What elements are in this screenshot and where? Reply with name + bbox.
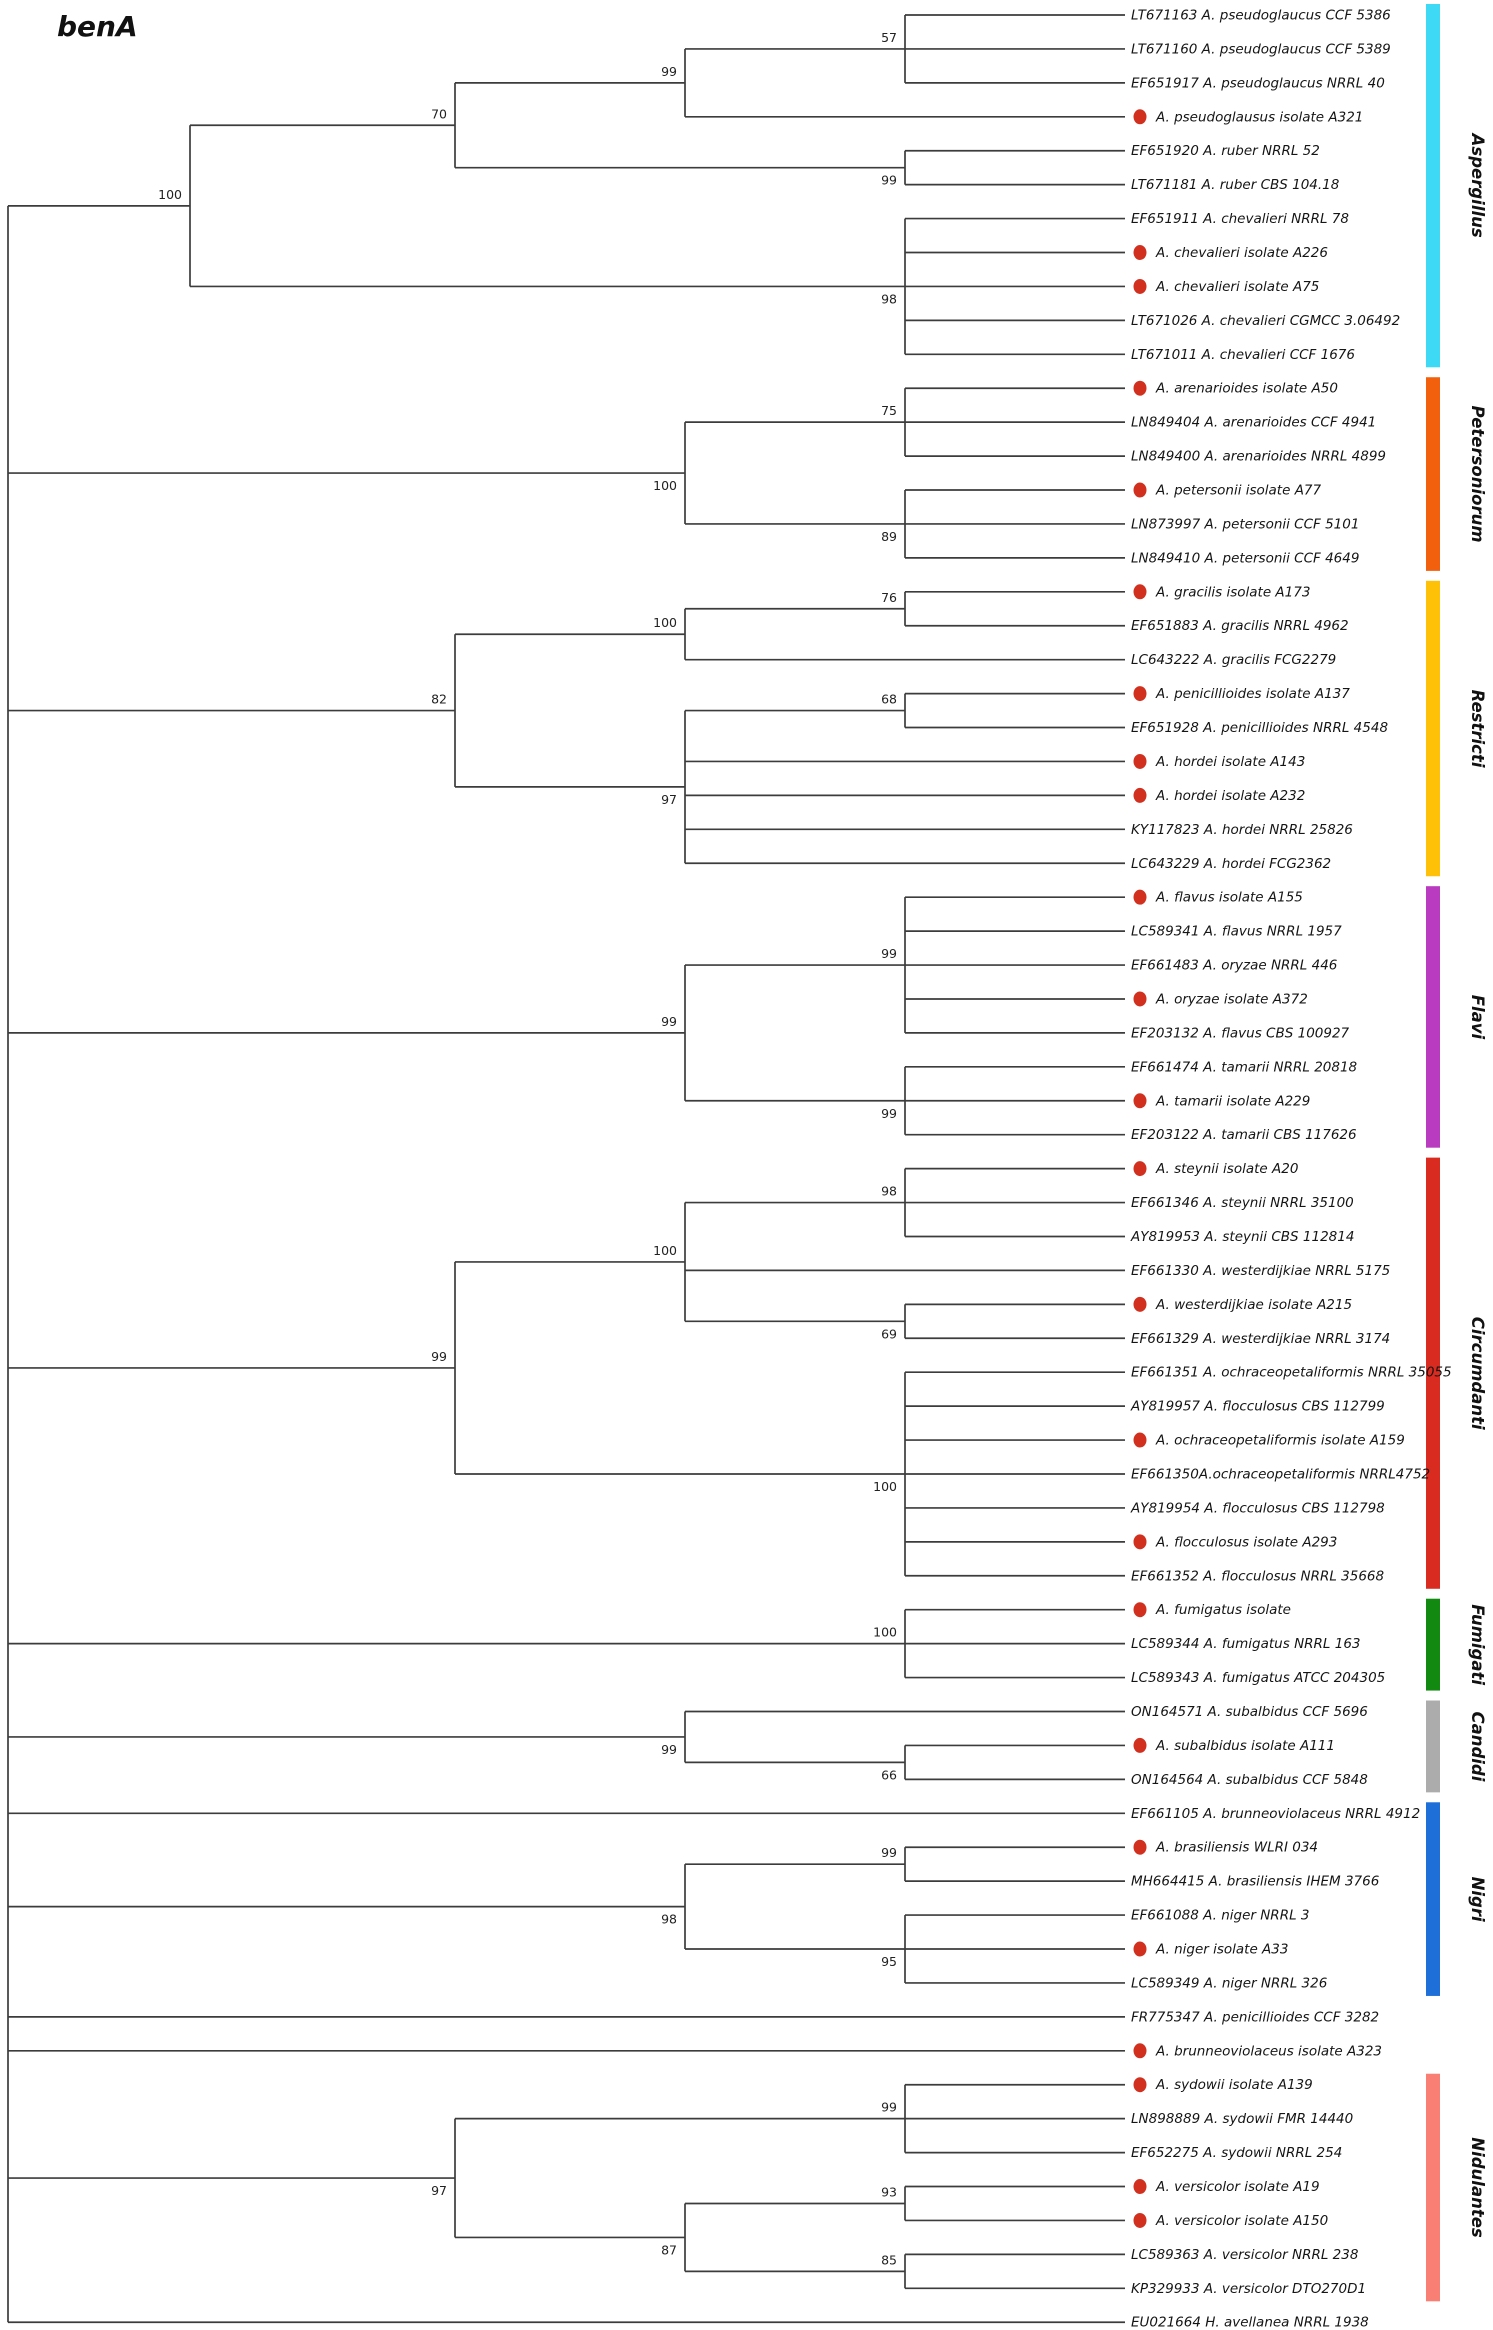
bootstrap-value: 99 [661,63,677,79]
leaf-label: LC589363 A. versicolor NRRL 238 [1131,2246,1359,2263]
section-bar [1426,377,1440,571]
leaf-label: A. penicillioides isolate A137 [1156,686,1350,703]
bootstrap-value: 100 [653,1242,677,1258]
leaf-label: EF661350A.ochraceopetaliformis NRRL4752 [1131,1466,1431,1483]
leaf-label: EF652275 A. sydowii NRRL 254 [1131,2145,1343,2162]
leaf-label: EF661330 A. westerdijkiae NRRL 5175 [1131,1262,1391,1279]
leaf-label: A. sydowii isolate A139 [1156,2077,1313,2094]
bootstrap-value: 98 [661,1911,677,1927]
leaf-label: LN849404 A. arenarioides CCF 4941 [1131,414,1377,431]
leaf-label: A. fumigatus isolate [1156,1602,1291,1619]
leaf-label: EF661483 A. oryzae NRRL 446 [1131,957,1338,974]
leaf-label: AY819957 A. flocculosus CBS 112799 [1131,1398,1385,1415]
isolate-dot [1134,483,1147,498]
leaf-label: EF661088 A. niger NRRL 3 [1131,1907,1310,1924]
leaf-label: A. versicolor isolate A19 [1156,2179,1320,2196]
leaf-label: A. chevalieri isolate A226 [1156,245,1328,262]
leaf-label: A. flavus isolate A155 [1156,889,1303,906]
isolate-dot [1134,2043,1147,2058]
leaf-label: A. ochraceopetaliformis isolate A159 [1156,1432,1405,1449]
leaf-label: A. hordei isolate A232 [1156,787,1306,804]
isolate-dot [1134,1738,1147,1753]
leaf-label: LC589344 A. fumigatus NRRL 163 [1131,1636,1361,1653]
section-label: Flavi [1468,994,1487,1040]
bootstrap-value: 76 [881,589,897,605]
section-bar [1426,4,1440,367]
leaf-label: LC643222 A. gracilis FCG2279 [1131,652,1337,669]
isolate-dot [1134,1297,1147,1312]
leaf-label: EF651911 A. chevalieri NRRL 78 [1131,211,1349,228]
section-bar [1426,1599,1440,1691]
bootstrap-value: 100 [873,1624,897,1640]
leaf-label: MH664415 A. brasiliensis IHEM 3766 [1131,1873,1380,1890]
leaf-label: A. pseudoglausus isolate A321 [1156,109,1364,126]
leaf-label: LN898889 A. sydowii FMR 14440 [1131,2111,1354,2128]
leaf-label: EF661105 A. brunneoviolaceus NRRL 4912 [1131,1805,1421,1822]
section-label: Circumdanti [1468,1316,1487,1430]
leaf-label: AY819954 A. flocculosus CBS 112798 [1131,1500,1385,1517]
leaf-label: A. brunneoviolaceus isolate A323 [1156,2043,1383,2060]
isolate-dot [1134,1840,1147,1855]
isolate-dot [1134,686,1147,701]
leaf-label: A. flocculosus isolate A293 [1156,1534,1338,1551]
leaf-label: LN849400 A. arenarioides NRRL 4899 [1131,448,1387,465]
leaf-label: LN873997 A. petersonii CCF 5101 [1131,516,1360,533]
leaf-label: A. niger isolate A33 [1156,1941,1289,1958]
isolate-dot [1134,2179,1147,2194]
bootstrap-value: 99 [661,1741,677,1757]
isolate-dot [1134,788,1147,803]
bootstrap-value: 99 [881,946,897,962]
leaf-label: EF651920 A. ruber NRRL 52 [1131,143,1320,160]
isolate-dot [1134,2077,1147,2092]
leaf-label: LC589349 A. niger NRRL 326 [1131,1975,1328,1992]
isolate-dot [1134,1433,1147,1448]
isolate-dot [1134,381,1147,396]
leaf-label: EF651883 A. gracilis NRRL 4962 [1131,618,1349,635]
leaf-label: EF661329 A. westerdijkiae NRRL 3174 [1131,1330,1391,1347]
section-label: Nidulantes [1468,2137,1487,2238]
leaf-label: ON164571 A. subalbidus CCF 5696 [1131,1704,1368,1720]
bootstrap-value: 70 [431,106,447,122]
bootstrap-value: 99 [881,2099,897,2115]
bootstrap-value: 82 [431,691,447,707]
leaf-label: A. arenarioides isolate A50 [1156,380,1338,397]
leaf-label: EF203132 A. flavus CBS 100927 [1131,1025,1350,1042]
leaf-label: EF661474 A. tamarii NRRL 20818 [1131,1059,1358,1076]
bootstrap-value: 97 [431,2183,447,2199]
isolate-dot [1134,279,1147,294]
figure-title: benA [57,10,138,43]
bootstrap-value: 99 [881,1105,897,1121]
leaf-label: LC589343 A. fumigatus ATCC 204305 [1131,1670,1386,1687]
bootstrap-value: 69 [881,1326,897,1342]
leaf-label: A. petersonii isolate A77 [1156,482,1322,499]
bootstrap-value: 75 [881,403,897,419]
isolate-dot [1134,1942,1147,1957]
leaf-label: EF651928 A. penicillioides NRRL 4548 [1131,720,1389,737]
leaf-label: A. oryzae isolate A372 [1156,991,1308,1008]
bootstrap-value: 99 [661,1013,677,1029]
bootstrap-value: 66 [881,1767,897,1783]
leaf-label: EF203122 A. tamarii CBS 117626 [1131,1127,1357,1144]
isolate-dot [1134,2213,1147,2228]
leaf-label: A. brasiliensis WLRI 034 [1156,1839,1319,1856]
section-label: Nigri [1468,1876,1487,1922]
leaf-label: A. chevalieri isolate A75 [1156,278,1320,295]
leaf-label: KP329933 A. versicolor DTO270D1 [1131,2280,1367,2297]
bootstrap-value: 68 [881,691,897,707]
section-label: Restricti [1468,689,1487,768]
leaf-label: EF661351 A. ochraceopetaliformis NRRL 35055 [1131,1364,1452,1381]
bootstrap-value: 99 [881,172,897,188]
bootstrap-value: 95 [881,1954,897,1970]
bootstrap-value: 85 [881,2252,897,2268]
section-label: Aspergillus [1468,133,1487,238]
bootstrap-value: 93 [881,2184,897,2200]
leaf-label: EU021664 H. avellanea NRRL 1938 [1131,2314,1369,2330]
leaf-label: ON164564 A. subalbidus CCF 5848 [1131,1771,1368,1788]
section-label: Fumigati [1468,1604,1487,1686]
leaf-label: LC589341 A. flavus NRRL 1957 [1131,923,1342,940]
leaf-label: AY819953 A. steynii CBS 112814 [1131,1228,1355,1245]
leaf-label: A. gracilis isolate A173 [1156,584,1311,601]
isolate-dot [1134,109,1147,124]
bootstrap-value: 100 [873,1478,897,1494]
leaf-label: A. tamarii isolate A229 [1156,1093,1311,1110]
leaf-label: A. hordei isolate A143 [1156,753,1306,770]
leaf-label: EF651917 A. pseudoglaucus NRRL 40 [1131,75,1385,92]
section-bar [1426,2074,1440,2302]
bootstrap-value: 57 [881,29,897,45]
isolate-dot [1134,1093,1147,1108]
leaf-label: KY117823 A. hordei NRRL 25826 [1131,821,1353,838]
leaf-label: A. steynii isolate A20 [1156,1161,1299,1178]
section-bar [1426,1701,1440,1793]
isolate-dot [1134,1161,1147,1176]
bootstrap-value: 89 [881,528,897,544]
leaf-label: A. versicolor isolate A150 [1156,2212,1329,2229]
bootstrap-value: 98 [881,291,897,307]
leaf-label: LT671181 A. ruber CBS 104.18 [1131,177,1340,194]
leaf-label: LT671163 A. pseudoglaucus CCF 5386 [1131,7,1391,24]
section-bar [1426,886,1440,1148]
section-bar [1426,581,1440,876]
bootstrap-value: 99 [431,1348,447,1364]
bootstrap-value: 100 [653,478,677,494]
isolate-dot [1134,754,1147,769]
bootstrap-value: 97 [661,791,677,807]
leaf-label: LT671160 A. pseudoglaucus CCF 5389 [1131,41,1391,58]
isolate-dot [1134,890,1147,905]
bootstrap-value: 100 [158,186,182,202]
leaf-label: EF661352 A. flocculosus NRRL 35668 [1131,1568,1385,1585]
leaf-label: LC643229 A. hordei FCG2362 [1131,855,1332,872]
isolate-dot [1134,991,1147,1006]
isolate-dot [1134,245,1147,260]
leaf-label: FR775347 A. penicillioides CCF 3282 [1131,2009,1380,2026]
isolate-dot [1134,1534,1147,1549]
bootstrap-value: 99 [881,1845,897,1861]
bootstrap-value: 87 [661,2242,677,2258]
section-label: Petersoniorum [1468,405,1487,543]
bootstrap-value: 100 [653,615,677,631]
section-bar [1426,1802,1440,1996]
bootstrap-value: 98 [881,1183,897,1199]
leaf-label: A. subalbidus isolate A111 [1156,1737,1335,1754]
isolate-dot [1134,1602,1147,1617]
leaf-label: A. westerdijkiae isolate A215 [1156,1296,1353,1313]
isolate-dot [1134,584,1147,599]
leaf-label: EF661346 A. steynii NRRL 35100 [1131,1195,1354,1212]
leaf-label: LN849410 A. petersonii CCF 4649 [1131,550,1360,567]
leaf-label: LT671026 A. chevalieri CGMCC 3.06492 [1131,312,1401,329]
leaf-label: LT671011 A. chevalieri CCF 1676 [1131,346,1355,363]
section-label: Candidi [1468,1711,1487,1782]
